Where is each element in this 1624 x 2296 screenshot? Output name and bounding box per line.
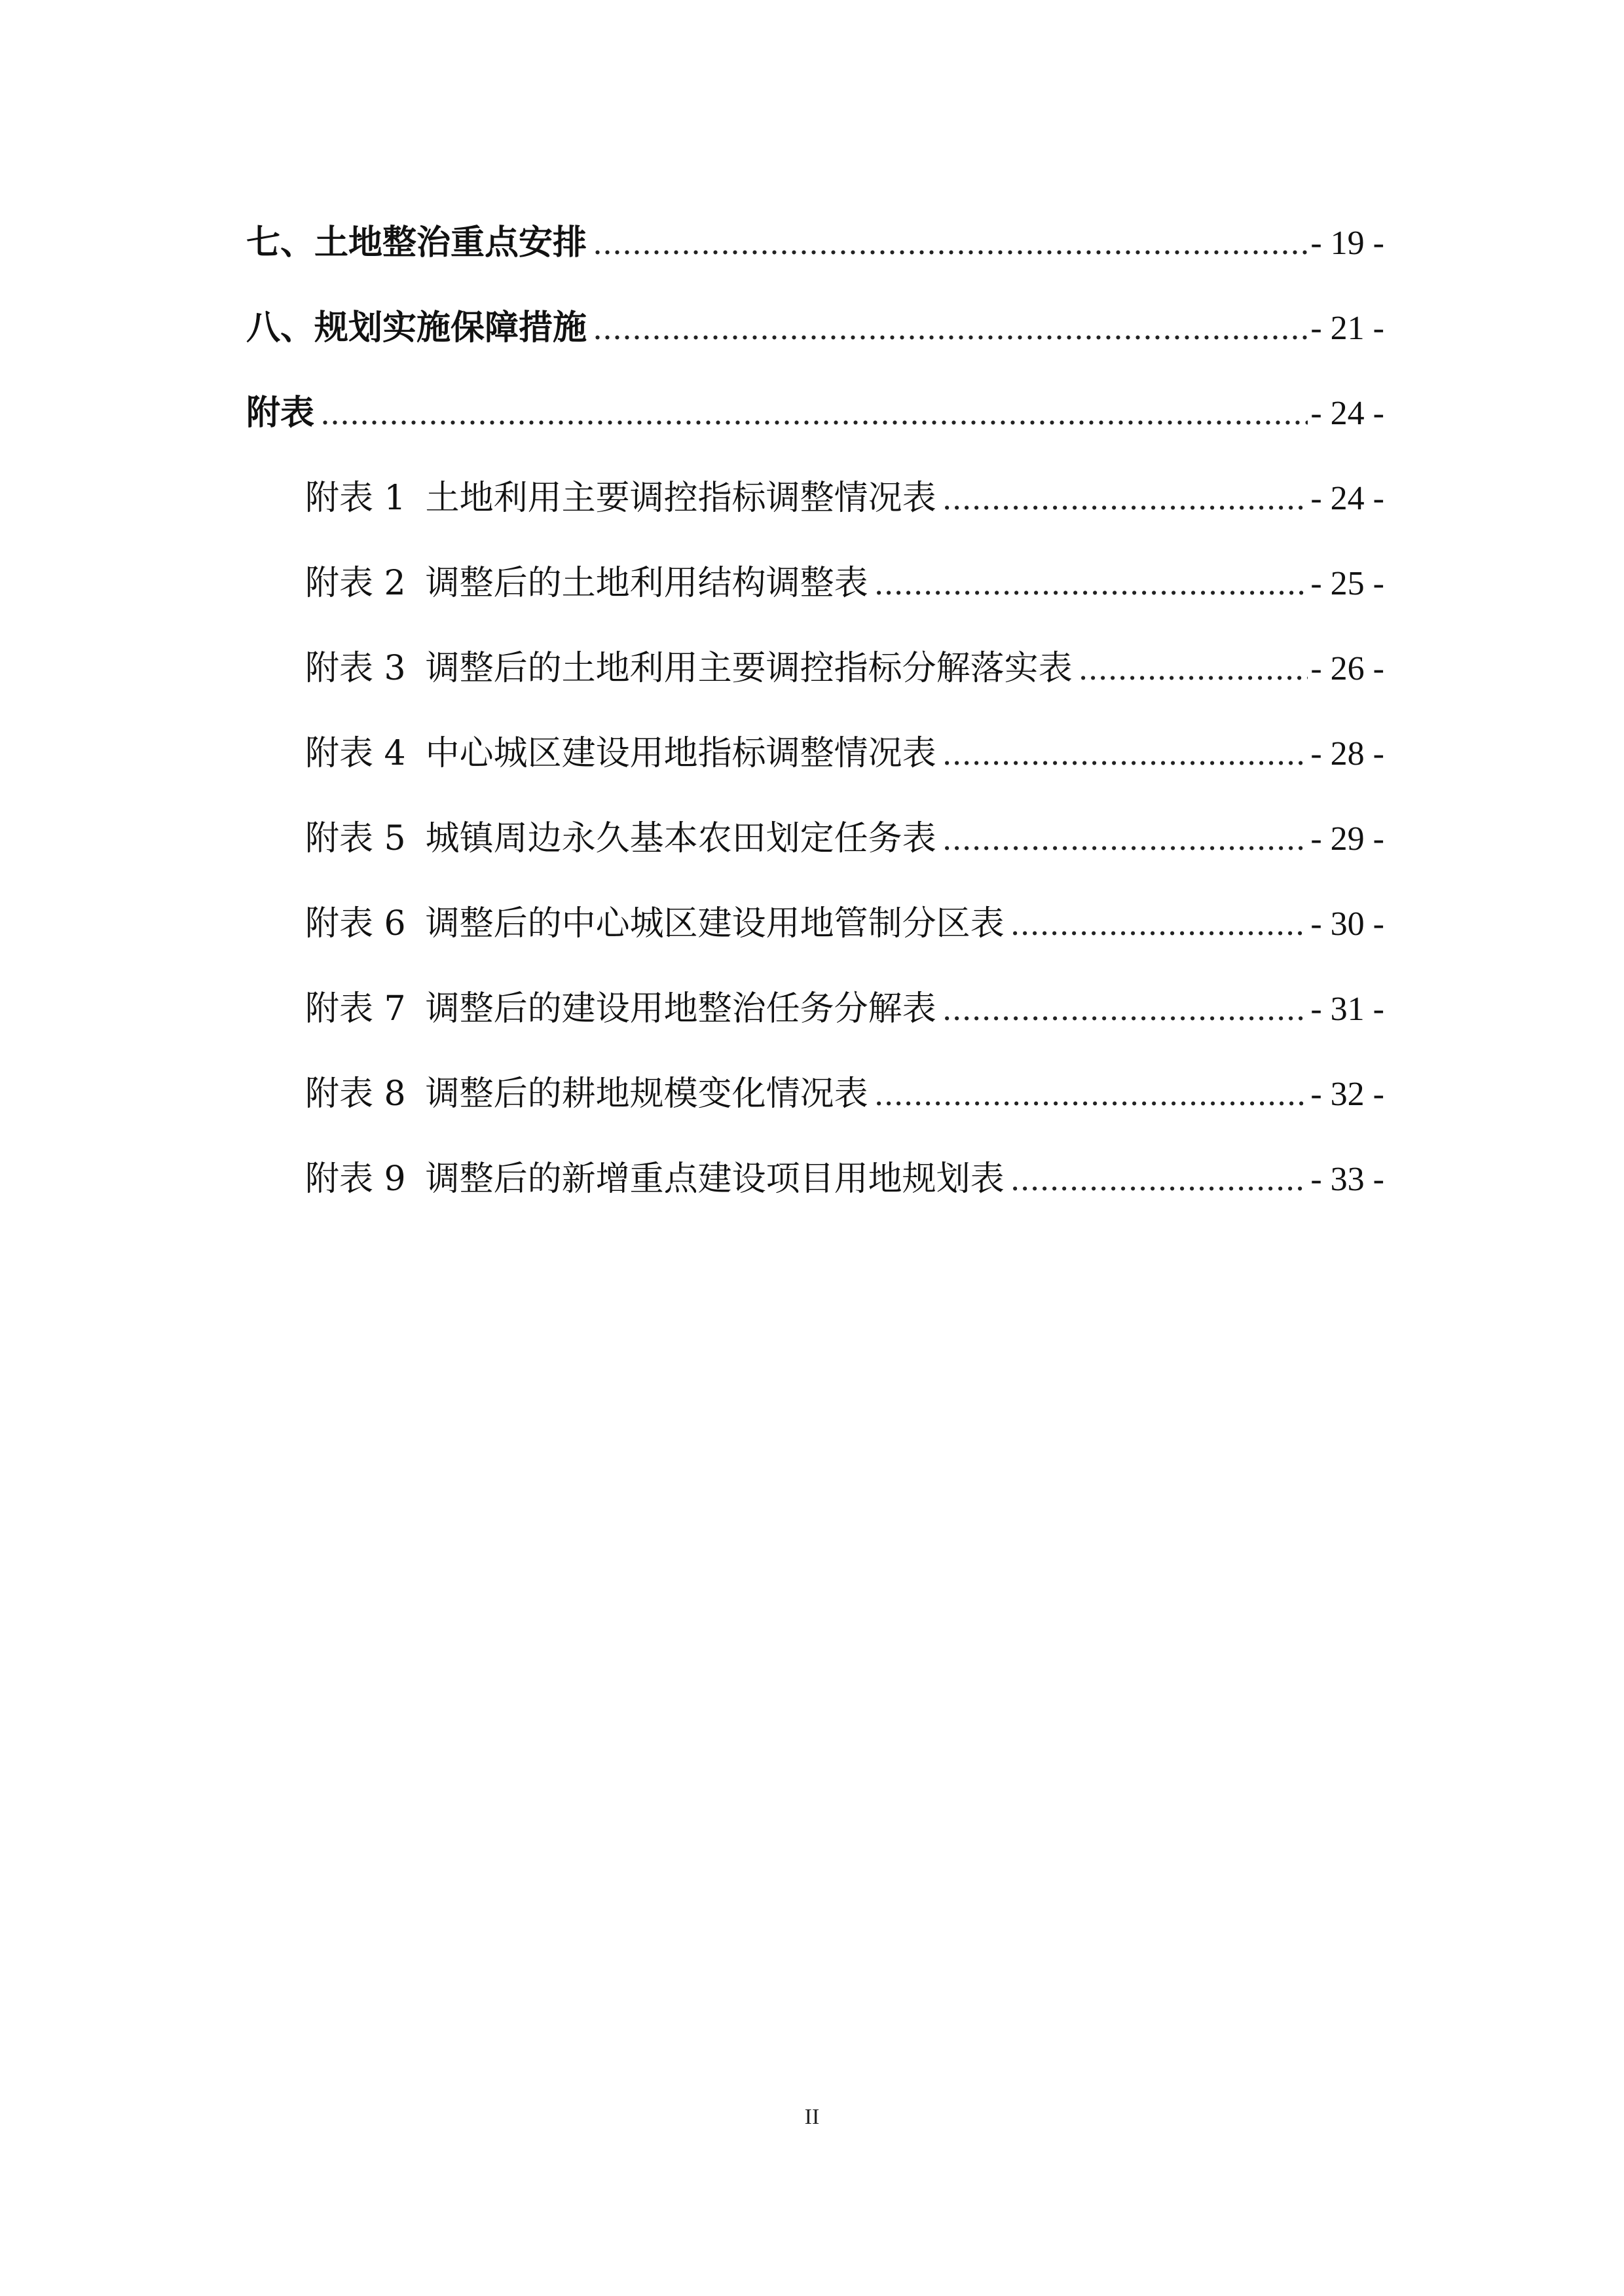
toc-entry-title bbox=[305, 541, 868, 626]
toc-entry-appendix-7[interactable] bbox=[246, 966, 1384, 1051]
appendix-number: 4 bbox=[384, 734, 406, 773]
toc-entry-title bbox=[305, 1051, 868, 1137]
table-of-contents bbox=[246, 200, 1384, 1222]
toc-page-number: - 19 - bbox=[1310, 225, 1384, 262]
toc-page-number: - 30 - bbox=[1310, 905, 1384, 943]
appendix-number: 1 bbox=[384, 479, 406, 518]
appendix-title: 调整后的耕地规模变化情况表 bbox=[425, 1074, 868, 1114]
toc-entry-appendix-3[interactable] bbox=[246, 626, 1384, 711]
toc-entry-appendix-1[interactable] bbox=[246, 456, 1384, 541]
appendix-prefix: 附表 bbox=[305, 989, 374, 1029]
appendix-prefix: 附表 bbox=[305, 734, 374, 773]
toc-entry-appendix-4[interactable] bbox=[246, 711, 1384, 796]
toc-page-number: - 24 - bbox=[1310, 395, 1384, 432]
toc-entry-safeguard-measures[interactable] bbox=[246, 285, 1384, 371]
toc-entry-appendix-8[interactable] bbox=[246, 1051, 1384, 1137]
toc-entry-land-consolidation[interactable] bbox=[246, 200, 1384, 285]
toc-entry-title bbox=[305, 966, 936, 1051]
dot-leader bbox=[1011, 1137, 1308, 1222]
appendix-title: 调整后的中心城区建设用地管制分区表 bbox=[425, 904, 1005, 943]
appendix-title: 调整后的新增重点建设项目用地规划表 bbox=[425, 1159, 1005, 1199]
appendix-prefix: 附表 bbox=[305, 904, 374, 943]
appendix-title: 调整后的土地利用主要调控指标分解落实表 bbox=[425, 649, 1073, 688]
toc-page-number: - 25 - bbox=[1310, 565, 1384, 602]
dot-leader bbox=[943, 456, 1308, 541]
dot-leader bbox=[943, 967, 1308, 1052]
toc-entry-title bbox=[305, 796, 936, 881]
toc-entry-appendix-6[interactable] bbox=[246, 881, 1384, 966]
appendix-number: 6 bbox=[384, 904, 406, 943]
dot-leader bbox=[593, 201, 1308, 286]
toc-entry-title bbox=[305, 626, 1073, 711]
toc-entry-title: 八、规划实施保障措施 bbox=[246, 308, 587, 348]
toc-entry-appendix-2[interactable] bbox=[246, 541, 1384, 626]
appendix-number: 5 bbox=[384, 819, 406, 858]
toc-page-number: - 24 - bbox=[1310, 480, 1384, 517]
appendix-prefix: 附表 bbox=[305, 649, 374, 688]
dot-leader bbox=[321, 371, 1308, 456]
appendix-number: 3 bbox=[384, 649, 406, 688]
dot-leader bbox=[593, 286, 1308, 371]
footer-page-number: II bbox=[804, 2105, 820, 2129]
toc-entry-title bbox=[305, 456, 936, 541]
toc-entry-title: 附表 bbox=[246, 393, 315, 433]
toc-entry-title bbox=[305, 711, 936, 796]
appendix-title: 中心城区建设用地指标调整情况表 bbox=[425, 734, 936, 773]
appendix-number: 2 bbox=[384, 564, 406, 603]
appendix-prefix: 附表 bbox=[305, 1159, 374, 1199]
dot-leader bbox=[943, 797, 1308, 882]
toc-entry-title bbox=[305, 1137, 1005, 1222]
toc-page-number: - 33 - bbox=[1310, 1161, 1384, 1198]
toc-entry-appendix-5[interactable] bbox=[246, 796, 1384, 881]
toc-page-number: - 21 - bbox=[1310, 310, 1384, 347]
dot-leader bbox=[943, 712, 1308, 797]
toc-page-number: - 29 - bbox=[1310, 820, 1384, 858]
appendix-title: 调整后的土地利用结构调整表 bbox=[425, 564, 868, 603]
dot-leader bbox=[1079, 627, 1308, 712]
toc-entry-appendix-9[interactable] bbox=[246, 1137, 1384, 1222]
appendix-title: 调整后的建设用地整治任务分解表 bbox=[425, 989, 936, 1029]
toc-page-number: - 31 - bbox=[1310, 991, 1384, 1028]
appendix-prefix: 附表 bbox=[305, 479, 374, 518]
toc-entry-title bbox=[305, 881, 1005, 966]
dot-leader bbox=[875, 541, 1308, 627]
appendix-prefix: 附表 bbox=[305, 1074, 374, 1114]
appendix-prefix: 附表 bbox=[305, 819, 374, 858]
appendix-number: 8 bbox=[384, 1074, 406, 1114]
toc-page-number: - 26 - bbox=[1310, 650, 1384, 687]
appendix-number: 9 bbox=[384, 1159, 406, 1199]
appendix-title: 城镇周边永久基本农田划定任务表 bbox=[425, 819, 936, 858]
appendix-prefix: 附表 bbox=[305, 564, 374, 603]
appendix-number: 7 bbox=[384, 989, 406, 1029]
toc-page-number: - 32 - bbox=[1310, 1076, 1384, 1113]
dot-leader bbox=[875, 1052, 1308, 1137]
toc-entry-title: 七、土地整治重点安排 bbox=[246, 223, 587, 263]
appendix-title: 土地利用主要调控指标调整情况表 bbox=[425, 479, 936, 518]
dot-leader bbox=[1011, 882, 1308, 967]
toc-page-number: - 28 - bbox=[1310, 735, 1384, 773]
toc-entry-appendix-tables[interactable] bbox=[246, 371, 1384, 456]
